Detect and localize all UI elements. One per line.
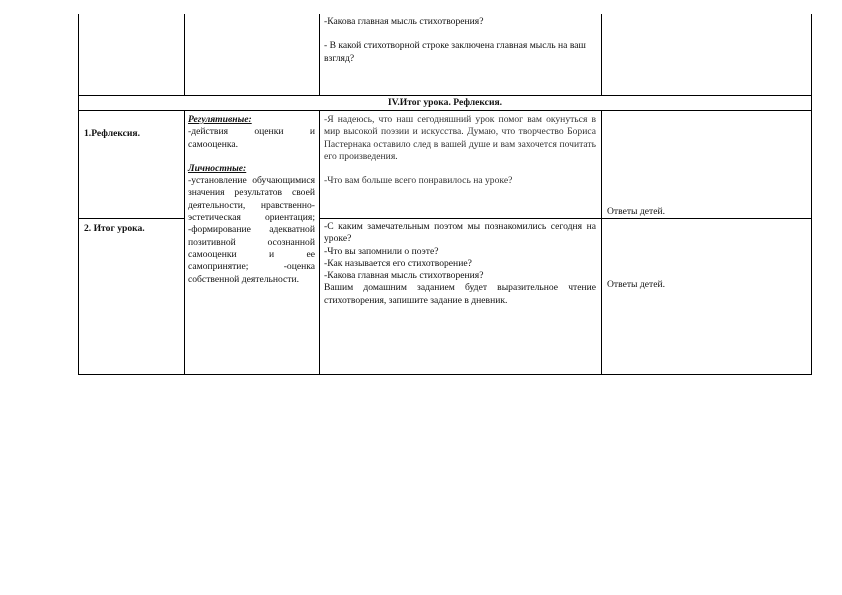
summary-homework: Вашим домашним заданием будет выразительное чтение стихотворения, запишите задание в дневник. [324,282,596,306]
question-main-idea: -Какова главная мысль стихотворения? [324,16,484,27]
uud-regulative-title: Регулятивные: [188,114,252,125]
question-main-line: - В какой стихотворной строке заключена главная мысль на ваш взгляд? [324,40,586,64]
table-column-divider-2 [319,14,320,96]
table-border-bottom [78,374,812,375]
table-row-line-3-left [78,218,185,219]
stage-summary: 2. Итог урока. [84,223,145,234]
stage-reflection: 1.Рефлексия. [84,128,141,139]
teacher-summary-cell [324,221,596,307]
summary-line-4: -Какова главная мысль стихотворения? [324,270,484,282]
uud-personal-text: -установление обучающимися значения результатов своей деятельности, нравственно-эстетическая ориентация; -формирование адекватной позитивной осознанной самооценки и ее самопринятие; -оценка собственной деятельности. [188,175,315,285]
section-heading: IV.Итог урока. Рефлексия. [387,97,503,108]
table-row-line-1 [78,95,812,96]
teacher-reflection-question: -Что вам больше всего понравилось на уроке? [324,175,513,187]
table-row-line-2 [78,110,812,111]
uud-cell [188,114,315,286]
table-border-left [78,14,79,375]
uud-regulative-text: -действия оценки и самооценка. [188,126,315,150]
summary-line-2: -Что вы запомнили о поэте? [324,245,439,257]
student-activity-summary: Ответы детей. [607,279,666,290]
table-column-divider-1-lower [184,110,185,375]
teacher-reflection-text: -Я надеюсь, что наш сегодняшний урок помог вам окунуться в мир высокой поэзии и искусства. Думаю, что творчество Бориса Пастернака оставило след в вашей душе и вам захочется почитать его произведения. [324,114,596,162]
table-column-divider-2-lower [319,110,320,375]
summary-line-3: -Как называется его стихотворение? [324,257,472,269]
top-row-questions-cell [324,16,596,65]
table-border-right [811,14,812,375]
table-column-divider-3 [601,14,602,96]
table-column-divider-1 [184,14,185,96]
teacher-reflection-cell [324,114,596,187]
table-column-divider-3-lower [601,110,602,375]
uud-personal-title: Личностные: [188,162,247,174]
student-activity-reflection: Ответы детей. [607,206,666,217]
summary-line-1: -С каким замечательным поэтом мы познакомились сегодня на уроке? [324,221,596,245]
